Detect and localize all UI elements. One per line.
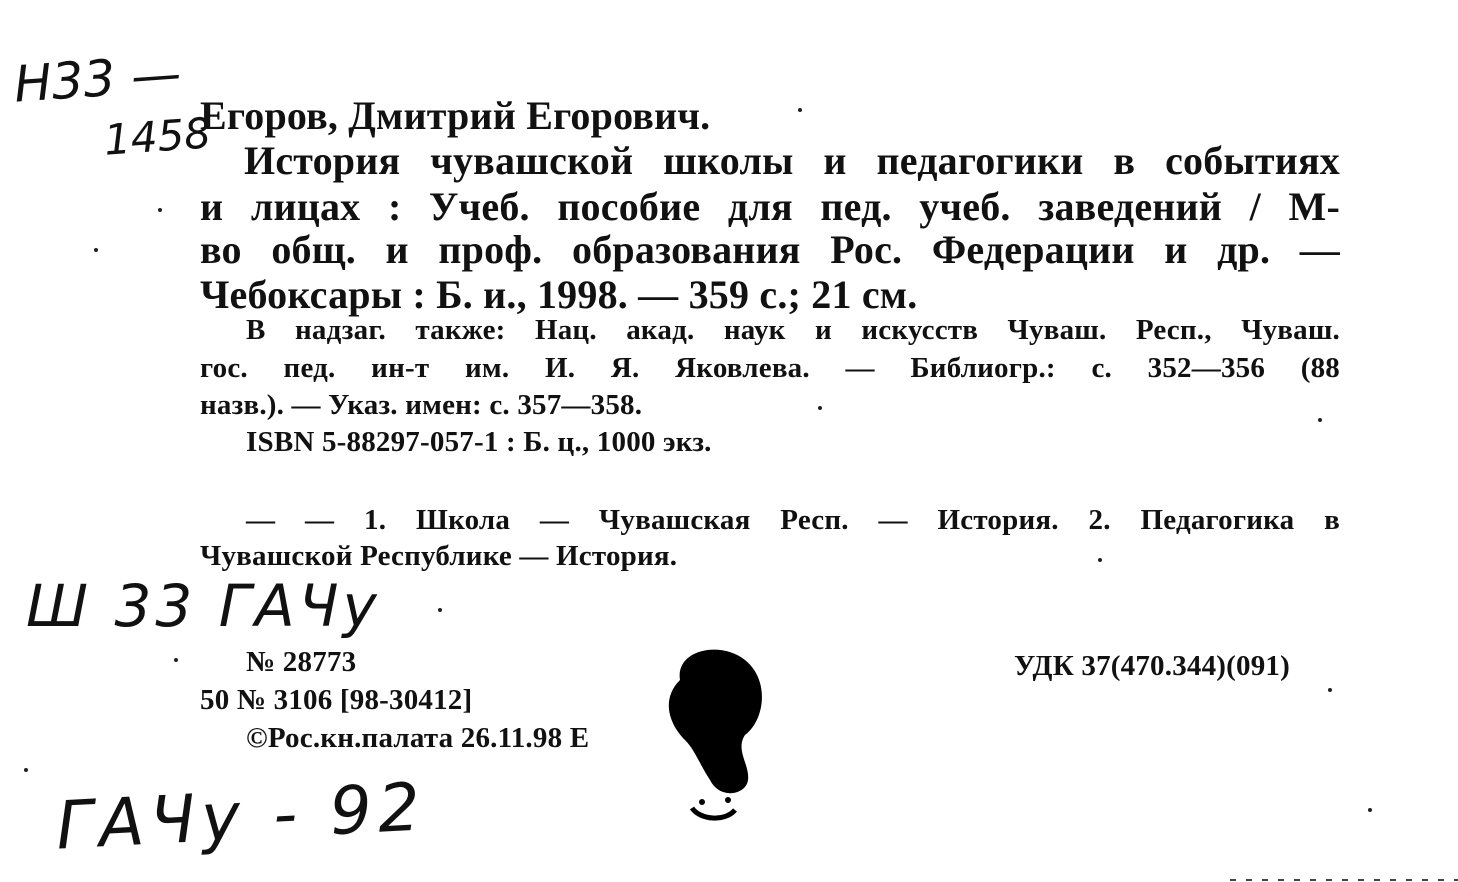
title-line-4: Чебоксары : Б. и., 1998. — 359 с.; 21 см. <box>200 272 918 317</box>
note-line-2: гос. пед. ин-т им. И. Я. Яковлева. — Библиогр.: с. 352—356 (88 <box>200 352 1340 384</box>
title-line-1: История чувашской школы и педагогики в событиях <box>244 138 1340 183</box>
note-line-1: В надзаг. также: Нац. акад. наук и искусств Чуваш. Респ., Чуваш. <box>246 314 1340 346</box>
card-number-2: 50 № 3106 [98-30412] <box>200 684 473 716</box>
handwritten-call-number-sub: 1458 <box>102 108 213 165</box>
handwritten-call-number: Н33 — <box>12 44 183 114</box>
author-heading: Егоров, Дмитрий Егорович. <box>200 93 711 138</box>
card-number: № 28773 <box>246 646 357 678</box>
handwritten-location-mark: Ш 33 ГАЧу <box>26 572 381 640</box>
udk-code: УДК 37(470.344)(091) <box>1014 650 1290 682</box>
title-line-2: и лицах : Учеб. пособие для пед. учеб. заведений / М- <box>200 184 1340 229</box>
note-line-3: назв.). — Указ. имен: с. 357—358. <box>200 389 643 421</box>
copyright-line: ©Рос.кн.палата 26.11.98 Е <box>246 722 590 754</box>
subject-line-1: — — 1. Школа — Чувашская Респ. — История. 2. Педагогика в <box>246 504 1340 536</box>
subject-line-2: Чувашской Республике — История. <box>200 540 678 572</box>
isbn-line: ISBN 5-88297-057-1 : Б. ц., 1000 экз. <box>246 426 712 458</box>
title-line-3: во общ. и проф. образования Рос. Федерации и др. — <box>200 227 1340 272</box>
handwritten-inventory-mark: ГАЧу - 92 <box>54 768 428 865</box>
